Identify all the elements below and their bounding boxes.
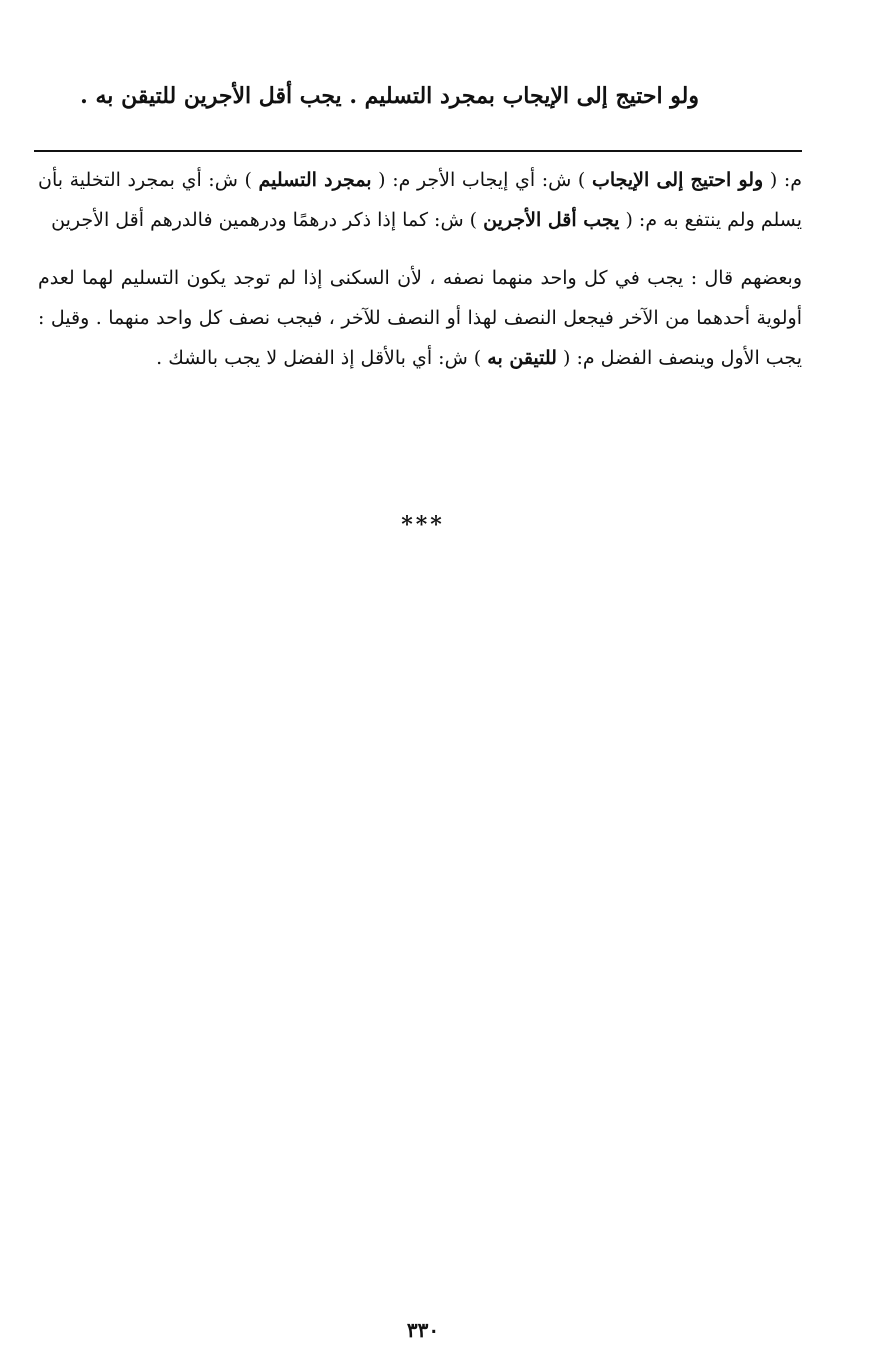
page-number: ٣٣٠ — [406, 1318, 440, 1342]
matn-quote: ولو احتيج إلى الإيجاب — [591, 169, 764, 191]
section-end-stars: *** — [401, 512, 445, 538]
commentary-text: ) ش: كما إذا ذكر درهمًا ودرهمين فالدرهم أقل الأجرين — [51, 209, 484, 231]
commentary-paragraph-2 — [38, 258, 802, 378]
commentary-text: وبعضهم قال : يجب في كل واحد منهما نصفه ، لأن السكنى إذا لم توجد يكون التسليم لهما لعدم أولوية أحدهما من الآخر فيجعل النصف لهذا أو النصف للآخر ، فيجب نصف كل واحد منهما . وقيل : يجب الأول وينصف الفضل م: ( — [38, 267, 802, 369]
matn-quote: يجب أقل الأجرين — [483, 209, 620, 231]
matn-quote: بمجرد التسليم — [258, 169, 372, 191]
commentary-text: م: ( — [763, 169, 802, 191]
matn-text-line: ولو احتيج إلى الإيجاب بمجرد التسليم . يجب أقل الأجرين للتيقن به . — [80, 83, 699, 109]
commentary-text: ) ش: أي إيجاب الأجر م: ( — [371, 169, 592, 191]
commentary-text: ) ش: أي بمجرد التخلية بأن يسلم ولم ينتفع به م: ( — [38, 169, 802, 231]
commentary-paragraph-1 — [38, 160, 802, 240]
commentary-text: ) ش: أي بالأقل إذ الفضل لا يجب بالشك . — [156, 347, 488, 369]
commentary-block — [38, 160, 802, 378]
horizontal-separator — [34, 150, 802, 152]
matn-quote: للتيقن به — [487, 347, 557, 369]
